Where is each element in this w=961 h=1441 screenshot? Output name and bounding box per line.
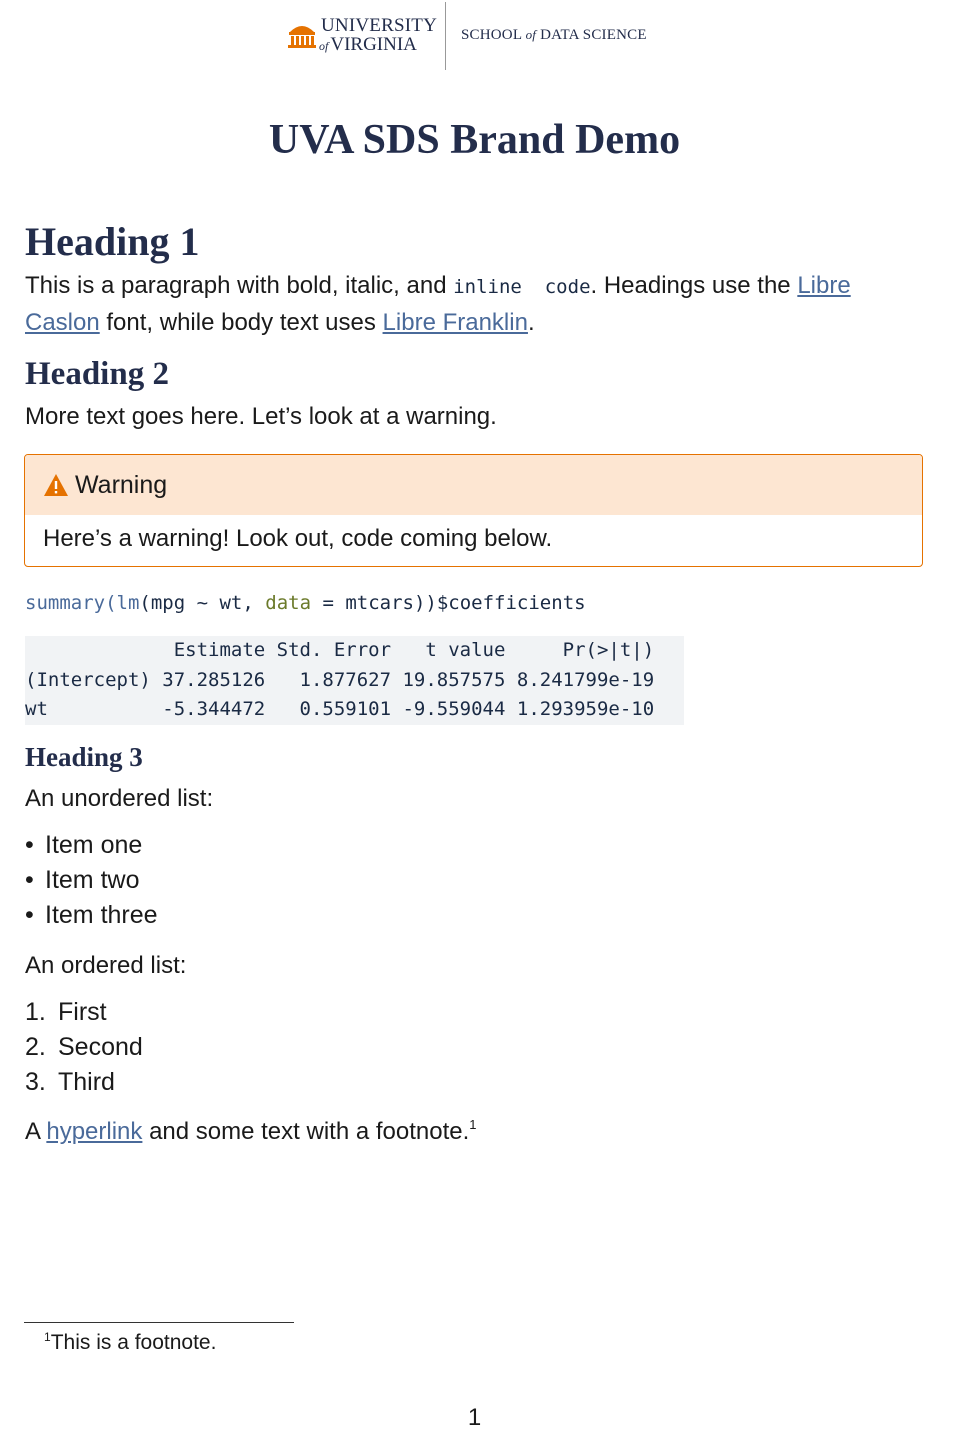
code-block <box>25 592 586 614</box>
logo-divider <box>445 2 446 70</box>
school-wordmark-of: of <box>525 27 537 42</box>
footnote-mark: 1 <box>44 1330 51 1344</box>
list-number: 3. <box>25 1068 46 1096</box>
footnote-divider <box>24 1322 294 1323</box>
university-wordmark <box>321 16 437 54</box>
unordered-list-intro: An unordered list: <box>25 785 214 812</box>
intro-text-c: font, while body text uses <box>99 309 383 336</box>
hyperlink-text-a: A <box>25 1118 47 1145</box>
list-item-text: Item two <box>45 866 140 894</box>
ordered-list <box>25 995 143 1100</box>
bullet: • <box>25 866 34 894</box>
footnote-text: This is a footnote. <box>50 1331 217 1354</box>
ordered-list-intro: An ordered list: <box>25 952 187 979</box>
list-number: 1. <box>25 998 46 1026</box>
code-rest: = mtcars))$coefficients <box>311 592 586 614</box>
callout-header <box>25 455 922 515</box>
page-title: UVA SDS Brand Demo <box>268 117 681 163</box>
footnote <box>44 1331 216 1355</box>
list-item-text: Item three <box>45 901 158 929</box>
warning-icon <box>43 473 69 497</box>
list-number: 2. <box>25 1033 46 1061</box>
school-wordmark-post: DATA SCIENCE <box>540 27 647 43</box>
list-item-text: Item one <box>45 831 143 859</box>
intro-text-b: . Headings use the <box>590 272 798 299</box>
university-wordmark-of: of <box>319 39 329 53</box>
ordered-list-item <box>25 995 143 1030</box>
list-item <box>25 898 158 933</box>
libre-franklin-link[interactable]: Libre Franklin <box>382 309 528 336</box>
bullet: • <box>25 831 34 859</box>
ordered-item-text: First <box>58 998 107 1026</box>
code-fn-summary: summary <box>25 592 106 614</box>
heading-2: Heading 2 <box>25 356 169 392</box>
callout-body: Here’s a warning! Look out, code coming below. <box>43 525 553 552</box>
ordered-list-item <box>25 1030 143 1065</box>
list-item <box>25 863 158 898</box>
output-row-wt: wt -5.344472 0.559101 -9.559044 1.293959e-10 <box>25 698 655 720</box>
hyperlink-paragraph <box>25 1114 930 1149</box>
code-arg-data: data <box>265 592 312 614</box>
code-output <box>25 636 684 725</box>
rotunda-icon <box>286 18 318 50</box>
ordered-list-item <box>25 1065 143 1100</box>
school-wordmark-pre: SCHOOL <box>461 27 522 43</box>
output-row-intercept: (Intercept) 37.285126 1.877627 19.857575 8.241799e-19 <box>25 668 655 691</box>
output-header: Estimate Std. Error t value Pr(>|t|) <box>25 639 655 661</box>
code-paren-1: ( <box>105 592 117 614</box>
page-number: 1 <box>467 1404 482 1431</box>
warning-intro-paragraph: More text goes here. Let’s look at a warning. <box>25 403 497 430</box>
inline-code: inline code <box>453 276 591 298</box>
footnote-ref[interactable]: 1 <box>469 1117 477 1132</box>
university-wordmark-line1: UNIVERSITY <box>321 15 437 36</box>
libre-caslon-link[interactable]: Libre Caslon <box>25 272 851 336</box>
callout-title: Warning <box>75 470 168 499</box>
hyperlink[interactable]: hyperlink <box>46 1118 143 1145</box>
intro-text-d: . <box>527 309 535 336</box>
heading-1: Heading 1 <box>25 219 200 264</box>
ordered-item-text: Second <box>58 1033 143 1061</box>
bullet: • <box>25 901 34 929</box>
university-wordmark-virginia: VIRGINIA <box>330 34 417 55</box>
hyperlink-text-b: and some text with a footnote. <box>142 1118 470 1145</box>
intro-text-a: This is a paragraph with bold, italic, and <box>25 272 454 299</box>
intro-paragraph <box>25 268 930 340</box>
unordered-list <box>25 828 158 933</box>
list-item <box>25 828 158 863</box>
code-args: (mpg ~ wt, <box>139 592 266 614</box>
warning-callout <box>24 454 923 567</box>
ordered-item-text: Third <box>58 1068 115 1096</box>
university-wordmark-line2 <box>321 35 437 54</box>
heading-3: Heading 3 <box>25 742 143 772</box>
code-fn-lm: lm <box>116 592 140 614</box>
school-wordmark <box>461 27 647 44</box>
